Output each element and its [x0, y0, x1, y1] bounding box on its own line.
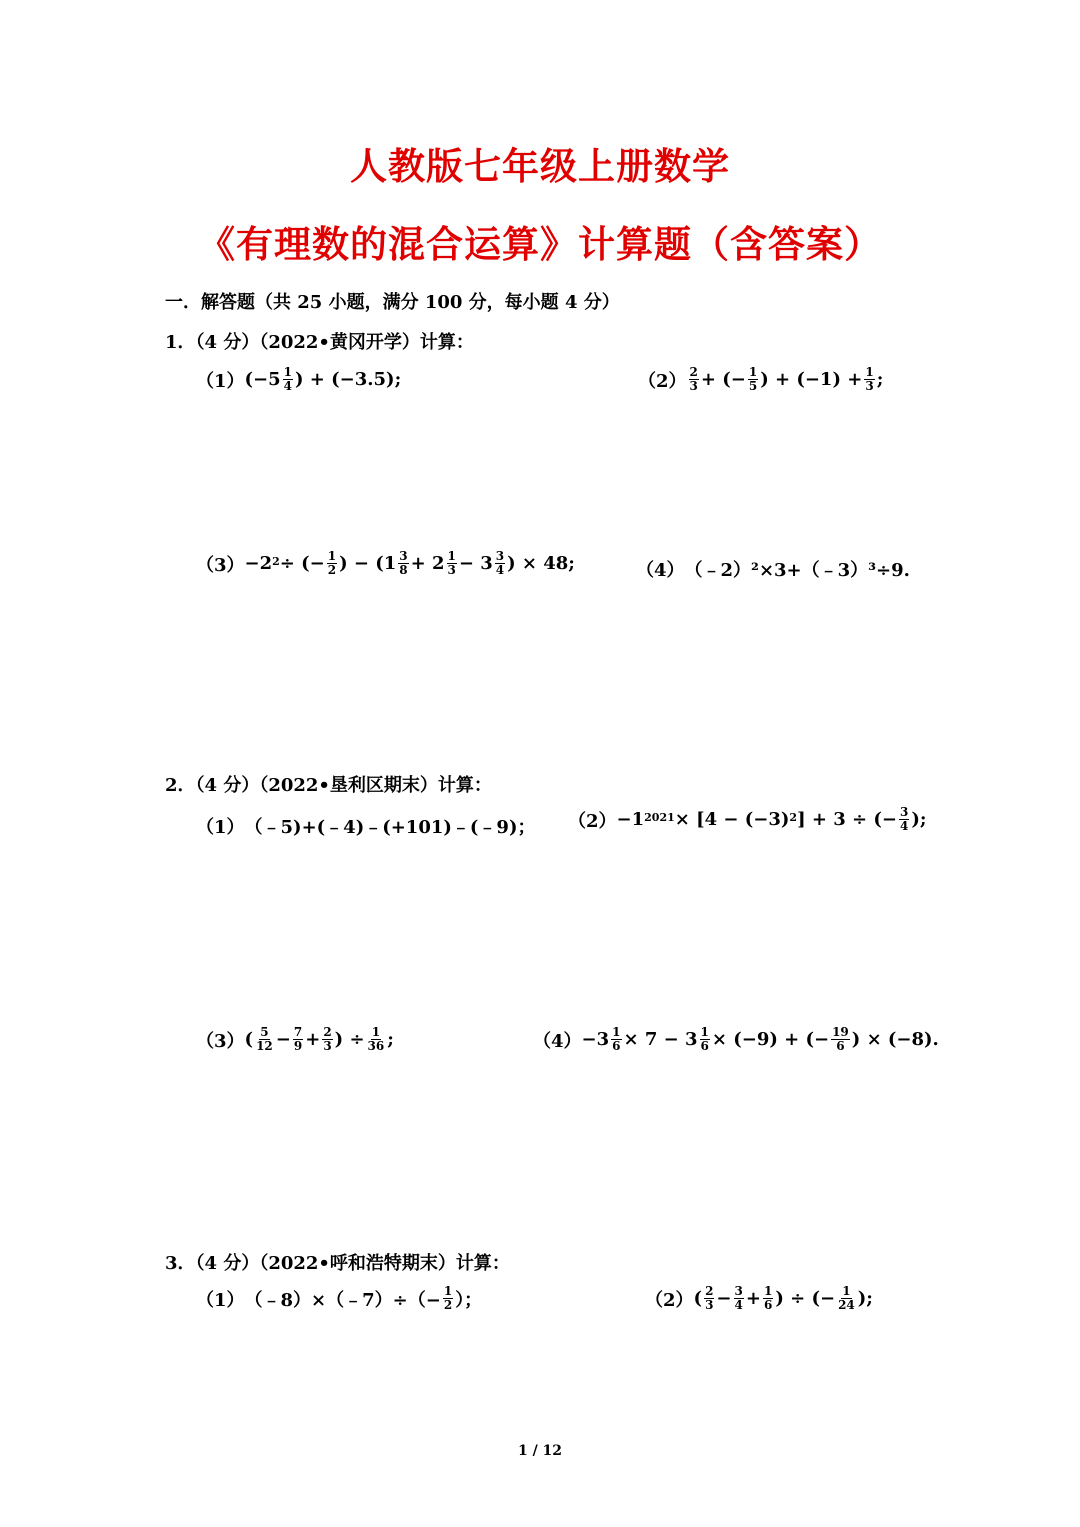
q2-part3-expr: ( $\frac{5}{12}$ − $\frac{7}{9}$ + $\frac{2}{3}$ ) ÷ $\frac{1}{36}$ ; [244, 1025, 394, 1053]
q2-part3-label: （3） [196, 1030, 245, 1052]
q2-part1 [196, 813, 535, 839]
q1-part2-expr: $\frac{2}{3}$ + (− $\frac{1}{5}$ ) + (−1) + $\frac{1}{3}$ ; [689, 365, 884, 393]
q1-part3 [196, 550, 575, 577]
q1-part2-label: （2） [638, 370, 687, 392]
q2-part4-expr: −3 $\frac{1}{6}$ × 7 − 3 $\frac{1}{6}$ × (−9) + (− $\frac{19}{6}$ ) × (−8). [581, 1025, 939, 1053]
q1-part1-label: （1） [196, 370, 245, 392]
question-3-header: 3．（4 分）（2022•呼和浩特期末）计算： [165, 1253, 510, 1274]
q1-part4-label: （4） [636, 560, 685, 581]
q2-part4-label: （4） [533, 1030, 582, 1052]
page-number: 1 / 12 [517, 1443, 563, 1459]
q2-part2-label: （2） [568, 810, 617, 832]
q1-part3-expr: −2 $^2$ ÷ (− $\frac{1}{2}$ ) − (1 $\frac{3}{8}$ + 2 $\frac{1}{3}$ − 3 $\frac{3}{4}$ ) × 48; [244, 549, 575, 577]
q1-part1 [196, 366, 401, 393]
q2-part3 [196, 1026, 394, 1053]
document-title-line2: 《有理数的混合运算》计算题（含答案） [198, 222, 882, 266]
q2-part1-label: （1） [196, 817, 245, 838]
q1-part3-label: （3） [196, 554, 245, 576]
q3-part2-expr: ( $\frac{2}{3}$ − $\frac{3}{4}$ + $\frac{1}{6}$ ) ÷ (− $\frac{1}{24}$ ); [693, 1284, 873, 1312]
q1-part1-expr: (−5 $\frac{1}{4}$ ) + (−3.5); [244, 365, 402, 393]
q2-part2-expr: −1 $^{2021}$ × [4 − (−3) $^2$ ] + 3 ÷ (− $\frac{3}{4}$ ); [616, 805, 927, 833]
q3-part2 [645, 1285, 873, 1312]
document-title-line1: 人教版七年级上册数学 [350, 144, 730, 188]
q3-part1-expr: （﹣8）×（﹣7）÷（− $\frac{1}{2}$ ）； [244, 1284, 483, 1312]
question-1-header: 1．（4 分）（2022•黄冈开学）计算： [165, 332, 474, 353]
section-heading: 一．解答题（共 25 小题，满分 100 分，每小题 4 分） [165, 292, 620, 313]
q3-part1-label: （1） [196, 1289, 245, 1311]
q1-part4-expr: （﹣2）²×3+（﹣3）³÷9. [684, 560, 910, 581]
q1-part2 [638, 366, 883, 393]
q2-part1-expr: （﹣5)+(﹣4)﹣(+101)﹣(﹣9)； [244, 817, 536, 838]
q3-part2-label: （2） [645, 1289, 694, 1311]
q2-part4 [533, 1026, 939, 1053]
q2-part2 [568, 806, 926, 833]
question-2-header: 2．（4 分）（2022•垦利区期末）计算： [165, 775, 492, 796]
q1-part4 [636, 556, 910, 582]
q3-part1 [196, 1285, 482, 1312]
